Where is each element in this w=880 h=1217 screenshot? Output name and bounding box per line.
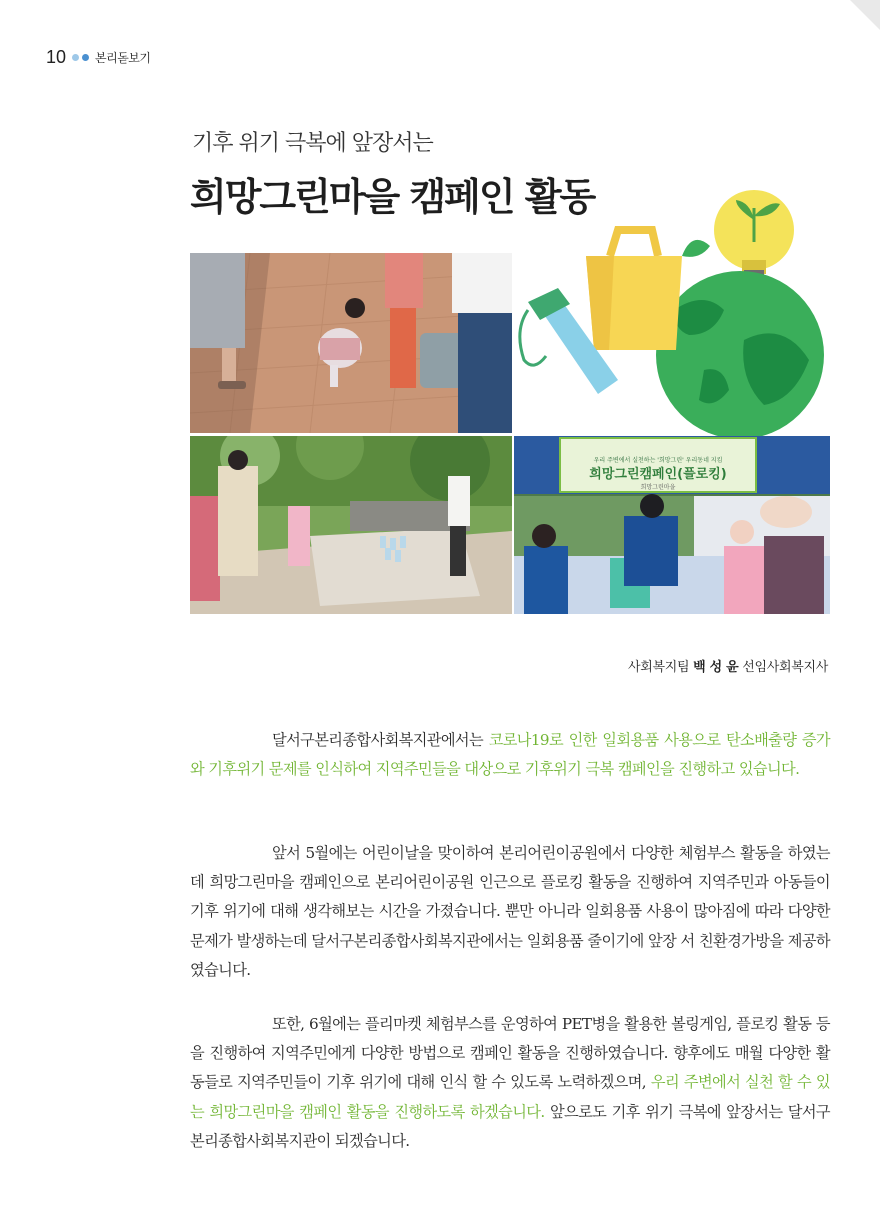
photo-campaign-booth <box>514 436 830 614</box>
paragraph-1-intro: 달서구본리종합사회복지관에서는 <box>272 731 489 749</box>
page-header <box>46 46 151 68</box>
page-corner-fold <box>850 0 880 30</box>
photo-park-bowling <box>190 436 512 614</box>
byline-role: 선임사회복지사 <box>742 660 828 675</box>
paragraph-1-highlight: 코로나19로 인한 일회용품 사용으로 탄소배출량 증가와 기후위기 문제를 인식하여 지역주민들을 대상으로 기후위기 극복 캠페인을 진행하고 있습니다. <box>190 731 830 779</box>
booth-sign-sub-text: 희망그린마을 <box>640 484 676 491</box>
paragraph-1 <box>190 726 830 784</box>
section-name: 본리돋보기 <box>95 50 151 65</box>
paragraph-3 <box>190 1010 830 1156</box>
paragraph-3-closing: 앞으로도 기후 위기 극복에 앞장서는 달서구본리종합사회복지관이 되겠습니다. <box>190 1102 830 1150</box>
booth-sign-top-text: 우리 주변에서 실천하는 '희망그린' 우리동네 지킴 <box>593 457 723 464</box>
paragraph-2-text: 앞서 5월에는 어린이날을 맞이하여 본리어린이공원에서 다양한 체험부스 활동을 하였는데 희망그린마을 캠페인으로 본리어린이공원 인근으로 플로킹 활동을 진행하여 지역주민과 아동들이 기후 위기에 대해 생각해보는 시간을 가졌습니다. 뿐만 아니라 일회용품 사용이 많아짐에 따라 다양한 문제가 발생하는데 달서구본리종합사회복지관에서는 일회용품 줄이기에 앞장 서 친환경가방을 제공하였습니다. <box>190 844 830 979</box>
section-dots-icon <box>72 54 89 61</box>
byline-author: 백 성 윤 <box>693 660 739 675</box>
article-subtitle: 기후 위기 극복에 앞장서는 <box>192 131 433 156</box>
page-number: 10 <box>46 46 67 67</box>
byline-team: 사회복지팀 <box>627 660 690 675</box>
paragraph-3-highlight: 우리 주변에서 실천 할 수 있는 희망그린마을 캠페인 활동을 진행하도록 하겠습니다. <box>190 1073 830 1121</box>
article-title: 희망그린마을 캠페인 활동 <box>190 175 595 219</box>
booth-sign-text: 희망그린캠페인(플로킹) <box>589 467 727 482</box>
photo-kids-pavement <box>190 253 512 433</box>
paragraph-3-intro: 또한, 6월에는 플리마켓 체험부스를 운영하여 PET병을 활용한 볼링게임, 플로킹 활동 등을 진행하여 지역주민에게 다양한 방법으로 캠페인 활동을 진행하였습니다. 향후에도 매월 다양한 활동들로 지역주민들이 기후 위기에 대해 인식 할 수 있도록 노력하겠으며, <box>190 1015 830 1092</box>
paragraph-2 <box>190 839 830 985</box>
byline <box>628 656 828 675</box>
illustration-eco-globe <box>514 160 834 438</box>
